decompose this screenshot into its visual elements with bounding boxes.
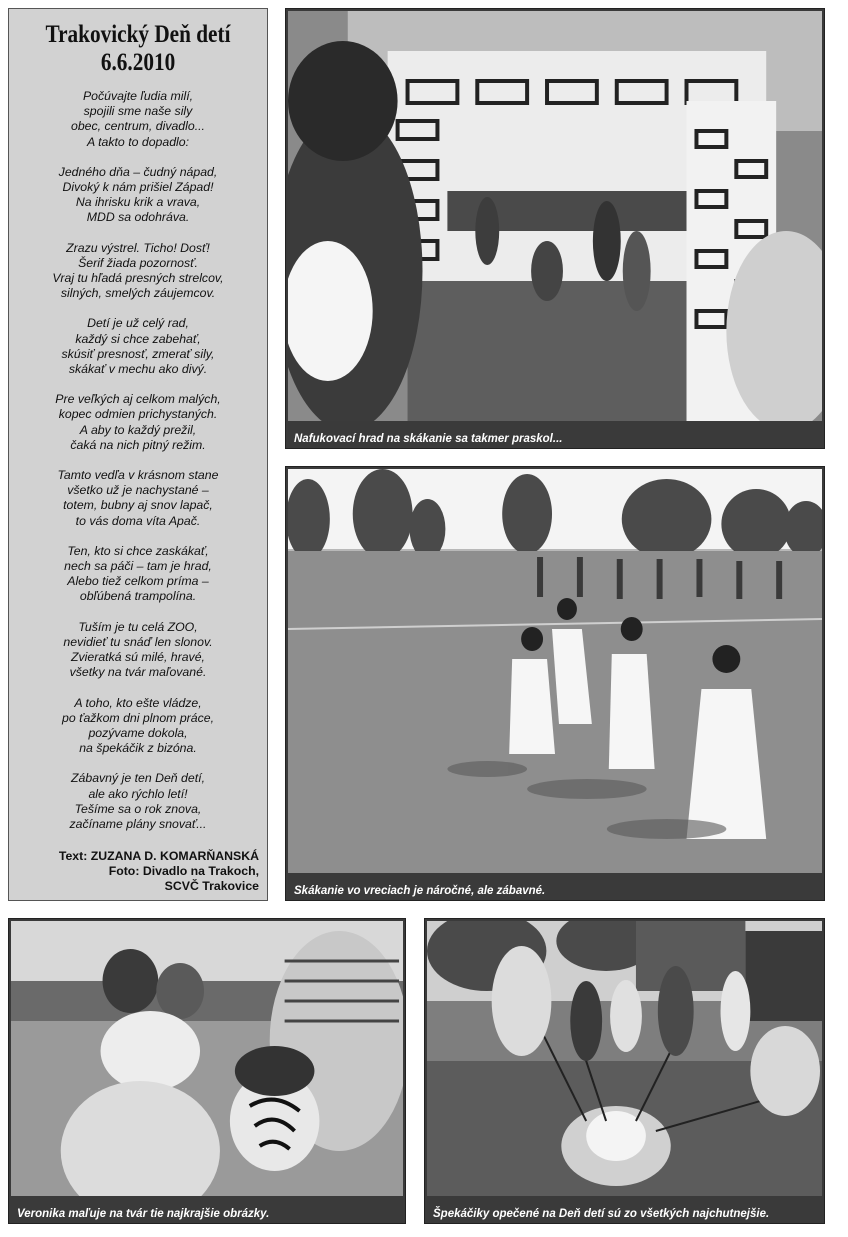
poem-line: totem, bubny aj snov lapač, xyxy=(63,498,213,513)
poem-line: A toho, kto ešte vládze, xyxy=(74,695,202,710)
photo-campfire-frame xyxy=(424,918,825,1224)
credits xyxy=(59,849,259,894)
poem-line: MDD sa odohráva. xyxy=(86,210,190,225)
poem-line: Počúvajte ľudia milí, xyxy=(82,89,194,103)
caption-face-painting: Veronika maľuje na tvár tie najkrajšie obrázky. xyxy=(17,1208,270,1220)
poem-stanza xyxy=(9,544,267,605)
poem-line: na špekáčik z bizóna. xyxy=(79,741,197,756)
poem-line: Tamto vedľa v krásnom stane xyxy=(57,468,219,483)
photo-sack-race-frame xyxy=(285,466,825,901)
credit-photo-org: SCVČ Trakovice xyxy=(164,879,259,893)
poem-title-line1: Trakovický Deň detí xyxy=(45,21,231,48)
poem-stanza xyxy=(9,392,267,453)
credit-photo: Foto: Divadlo na Trakoch, xyxy=(108,864,259,878)
poem-line: začíname plány snovať... xyxy=(69,816,207,831)
poem-line: spojili sme naše sily xyxy=(83,104,193,119)
poem-stanza xyxy=(9,771,267,832)
poem-stanza xyxy=(9,620,267,681)
poem-line: Divoký k nám prišiel Západ! xyxy=(62,180,214,195)
poem-line: Jedného dňa – čudný nápad, xyxy=(58,164,218,179)
photo-face-painting xyxy=(11,921,403,1196)
poem-line: Zvieratká sú milé, hravé, xyxy=(71,650,205,665)
poem-line: po ťažkom dni plnom práce, xyxy=(62,710,214,725)
poem-stanza xyxy=(9,165,267,226)
poem-line: Pre veľkých aj celkom malých, xyxy=(55,392,221,407)
poem-line: Na ihrisku krik a vrava, xyxy=(75,195,201,210)
poem-line: A aby to každý prežil, xyxy=(79,422,197,437)
poem-stanza xyxy=(9,468,267,529)
poem-stanza xyxy=(9,316,267,377)
poem-stanza xyxy=(9,89,267,150)
poem-line: všetko už je nachystané – xyxy=(67,483,209,498)
poem-line: A takto to dopadlo: xyxy=(86,134,190,149)
credit-text: Text: ZUZANA D. KOMARŇANSKÁ xyxy=(58,849,259,863)
poem-stanza xyxy=(9,241,267,302)
photo-campfire xyxy=(427,921,822,1196)
photo-castle xyxy=(288,11,822,421)
poem-line: Tuším je tu celá ZOO, xyxy=(78,619,198,634)
poem-line: všetky na tvár maľované. xyxy=(69,665,207,680)
poem-line: ale ako rýchlo letí! xyxy=(88,786,188,801)
poem-stanza xyxy=(9,696,267,757)
caption-campfire: Špekáčiky opečené na Deň detí sú zo všetkých najchutnejšie. xyxy=(433,1208,770,1220)
poem-line: čaká na nich pitný režim. xyxy=(70,437,206,452)
poem-line: to vás doma víta Apač. xyxy=(75,513,201,528)
poem-line: nevidieť tu snáď len slonov. xyxy=(63,634,213,649)
caption-castle: Nafukovací hrad na skákanie sa takmer praskol... xyxy=(294,433,563,445)
poem-line: skákať v mechu ako divý. xyxy=(68,362,208,377)
poem-box xyxy=(8,8,268,901)
poem-line: silných, smelých záujemcov. xyxy=(60,286,216,301)
poem-line: obľúbená trampolína. xyxy=(79,589,197,604)
poem-line: Šerif žiada pozornosť. xyxy=(78,255,198,270)
poem-line: Ten, kto si chce zaskákať, xyxy=(67,543,209,558)
poem-line: skúsiť presnosť, zmerať sily, xyxy=(61,346,215,361)
caption-sack-race: Skákanie vo vreciach je náročné, ale zábavné. xyxy=(294,885,546,897)
poem-line: kopec odmien prichystaných. xyxy=(58,407,218,422)
poem-line: pozývame dokola, xyxy=(88,725,188,740)
photo-sack-race xyxy=(288,469,822,873)
poem-body xyxy=(9,89,267,832)
poem-line: Zrazu výstrel. Ticho! Dosť! xyxy=(66,240,210,255)
poem-line: obec, centrum, divadlo... xyxy=(71,119,205,134)
photo-face-painting-frame xyxy=(8,918,406,1224)
poem-title xyxy=(28,21,247,77)
poem-line: nech sa páči – tam je hrad, xyxy=(64,559,212,574)
poem-line: Alebo tiež celkom príma – xyxy=(67,574,209,589)
poem-title-date: 6.6.2010 xyxy=(100,49,176,76)
poem-line: každý si chce zabehať, xyxy=(75,331,201,346)
poem-line: Tešíme sa o rok znova, xyxy=(74,801,202,816)
poem-line: Zábavný je ten Deň detí, xyxy=(71,771,205,786)
poem-line: Vraj tu hľadá presných strelcov, xyxy=(52,271,224,286)
photo-castle-frame xyxy=(285,8,825,449)
poem-line: Detí je už celý rad, xyxy=(87,316,189,331)
